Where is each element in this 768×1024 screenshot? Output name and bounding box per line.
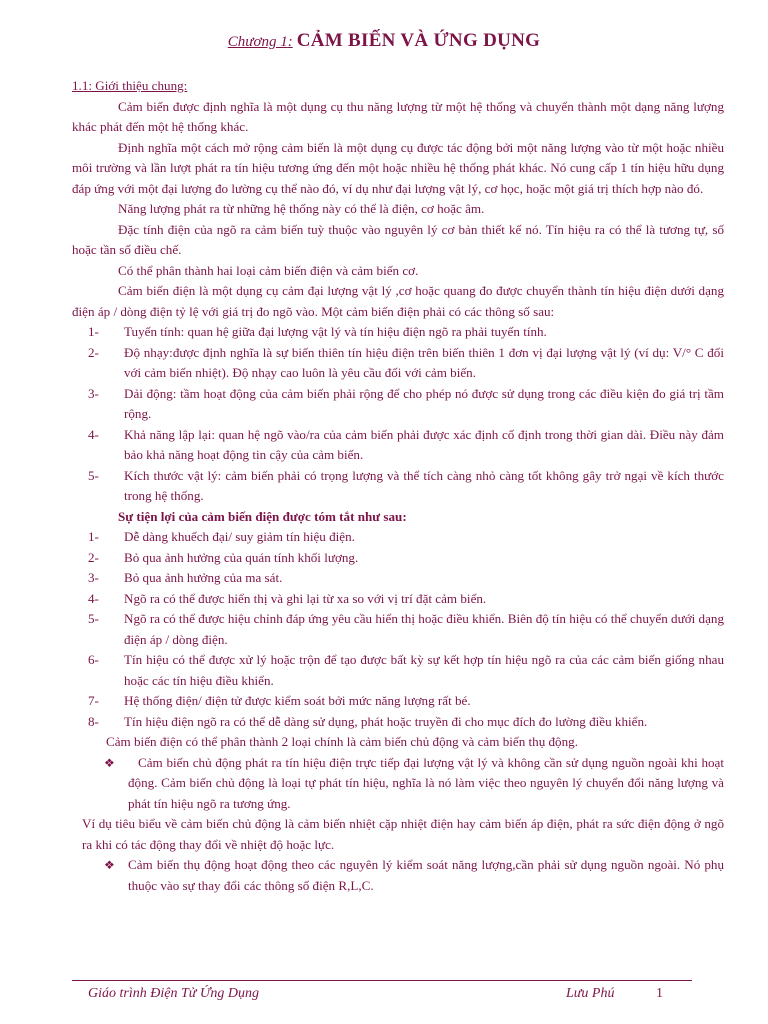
chapter-number: Chương 1 xyxy=(227,34,288,50)
footer-author: Lưu Phú xyxy=(566,986,615,1001)
list-item: 5- Ngõ ra có thể được hiệu chỉnh đáp ứng yêu cầu hiển thị hoặc điều khiển. Biên độ tín hiệu có thể chuyển dưới dạng điện áp / dòng điện. xyxy=(88,611,724,647)
footer-book-title: Giáo trình Điện Tử Ứng Dụng xyxy=(88,986,260,1001)
diamond-bullet-icon: ❖ xyxy=(104,858,115,872)
paragraph: Cảm biến điện là một dụng cụ cảm đại lượng vật lý ,cơ hoặc quang đo được chuyển thành tín hiệu điện dưới dạng điện áp / dòng điện tỷ lệ với giá trị đo ngõ vào. Một cảm biến điện phải có các thông số sau: xyxy=(72,283,724,319)
list-item: 2- Bỏ qua ảnh hưởng của quán tính khối lượng. xyxy=(88,549,359,565)
paragraph: Năng lượng phát ra từ những hệ thống này có thể là điện, cơ hoặc âm. xyxy=(118,201,485,216)
paragraph: Đặc tính điện của ngõ ra cảm biến tuỳ thuộc vào nguyên lý cơ bản thiết kế nó. Tín hiệu ra có thể là tương tự, số hoặc tần số điều chế. xyxy=(72,221,724,257)
list-item: 3- Bỏ qua ảnh hưởng của ma sát. xyxy=(88,570,283,585)
bullet-item: ❖ Cảm biến chủ động phát ra tín hiệu điện trực tiếp đại lượng vật lý và không cần sử dụng nguồn ngoài khi hoạt động. Cảm biến chủ động là loại tự phát tín hiệu, nghĩa là nó làm việc theo nguyên lý chuyển đổi năng lượng và phát tín hiệu ngõ ra tương ứng. xyxy=(72,753,724,815)
paragraph: Ví dụ tiêu biểu về cảm biến chủ động là cảm biến nhiệt cặp nhiệt điện hay cảm biến áp điện, phát ra sức điện động ở ngõ ra khi có tác động thay đổi về nhiệt độ hoặc lực. xyxy=(82,816,724,852)
list-item: 4- Khả năng lập lại: quan hệ ngõ vào/ra của cảm biến phải được xác định cố định trong thời gian dài. Điều này đảm bảo khả năng hoạt động tin cậy của cảm biến. xyxy=(88,426,724,462)
chapter-name: CẢM BIẾN VÀ ỨNG DỤNG xyxy=(296,30,541,51)
bullet-item: ❖ Cảm biến thụ động hoạt động theo các nguyên lý kiểm soát năng lượng,cần phải sử dụng nguồn ngoài. Nó phụ thuộc vào sự thay đổi các thông số điện R,L,C. xyxy=(72,855,724,896)
list-item: 1- Dễ dàng khuếch đại/ suy giảm tín hiệu điện. xyxy=(88,529,355,544)
paragraph: Có thể phân thành hai loại cảm biến điện và cảm biến cơ. xyxy=(118,262,419,278)
list-item: 4- Ngõ ra có thể được hiển thị và ghi lại từ xa so với vị trí đặt cảm biến. xyxy=(88,590,487,606)
paragraph: Cảm biến được định nghĩa là một dụng cụ thu năng lượng từ một hệ thống và chuyển thành một dạng năng lượng khác phát đến một hệ thống khác. xyxy=(72,98,724,134)
chapter-colon: : xyxy=(287,34,293,50)
spec-list xyxy=(72,322,724,507)
advantages-list xyxy=(72,527,724,732)
page-number: 1 xyxy=(656,986,663,1001)
paragraph: Cảm biến điện có thể phân thành 2 loại chính là cảm biến chủ động và cảm biến thụ động. xyxy=(106,734,578,749)
body-text xyxy=(72,76,724,896)
advantages-heading: Sự tiện lợi của cảm biến điện được tóm tắt như sau: xyxy=(118,508,407,524)
list-item: 8- Tín hiệu điện ngõ ra có thể dễ dàng sử dụng, phát hoặc truyền đi cho mục đích đo lường điều khiển. xyxy=(88,713,648,729)
list-item: 2- Độ nhạy:được định nghĩa là sự biến thiên tín hiệu điện trên biến thiên 1 đơn vị đại lượng vật lý (ví dụ: V/° C đối với cảm biến nhiệt). Độ nhạy cao luôn là yêu cầu đối với cảm biến. xyxy=(88,344,724,380)
list-item: 1- Tuyến tính: quan hệ giữa đại lượng vật lý và tín hiệu điện ngõ ra phải tuyến tính. xyxy=(88,324,547,339)
list-item: 5- Kích thước vật lý: cảm biến phải có trọng lượng và thể tích càng nhỏ càng tốt không gây trở ngại về kích thước trong hệ thống. xyxy=(88,467,724,503)
list-item: 7- Hệ thống điện/ điện tử được kiểm soát bởi mức năng lượng rất bé. xyxy=(88,693,471,708)
list-item: 6- Tín hiệu có thể được xử lý hoặc trộn để tạo được bất kỳ sự kết hợp tín hiệu ngõ ra của các cảm biến giống nhau hoặc các tín hiệu điều khiển. xyxy=(88,652,724,688)
paragraph: Định nghĩa một cách mở rộng cảm biến là một dụng cụ được tác động bởi một năng lượng vào từ một hoặc nhiều môi trường và lần lượt phát ra tín hiệu tương ứng đến một hoặc nhiều hệ thống phát khác. Nó cung cấp 1 tín hiệu hữu dụng đáp ứng với một đại lượng đo lường cụ thể nào đó, ví dụ như đại lượng vật lý, cơ học, hoặc một giá trị thích hợp nào đó. xyxy=(72,139,724,196)
list-item: 3- Dải động: tầm hoạt động của cảm biến phải rộng để cho phép nó được sử dụng trong các điều kiện đo giá trị tầm rộng. xyxy=(88,385,724,421)
section-heading: 1.1: Giới thiệu chung: xyxy=(72,78,188,93)
footer-divider xyxy=(72,980,692,981)
chapter-title xyxy=(0,30,768,52)
diamond-bullet-icon: ❖ xyxy=(104,755,115,770)
